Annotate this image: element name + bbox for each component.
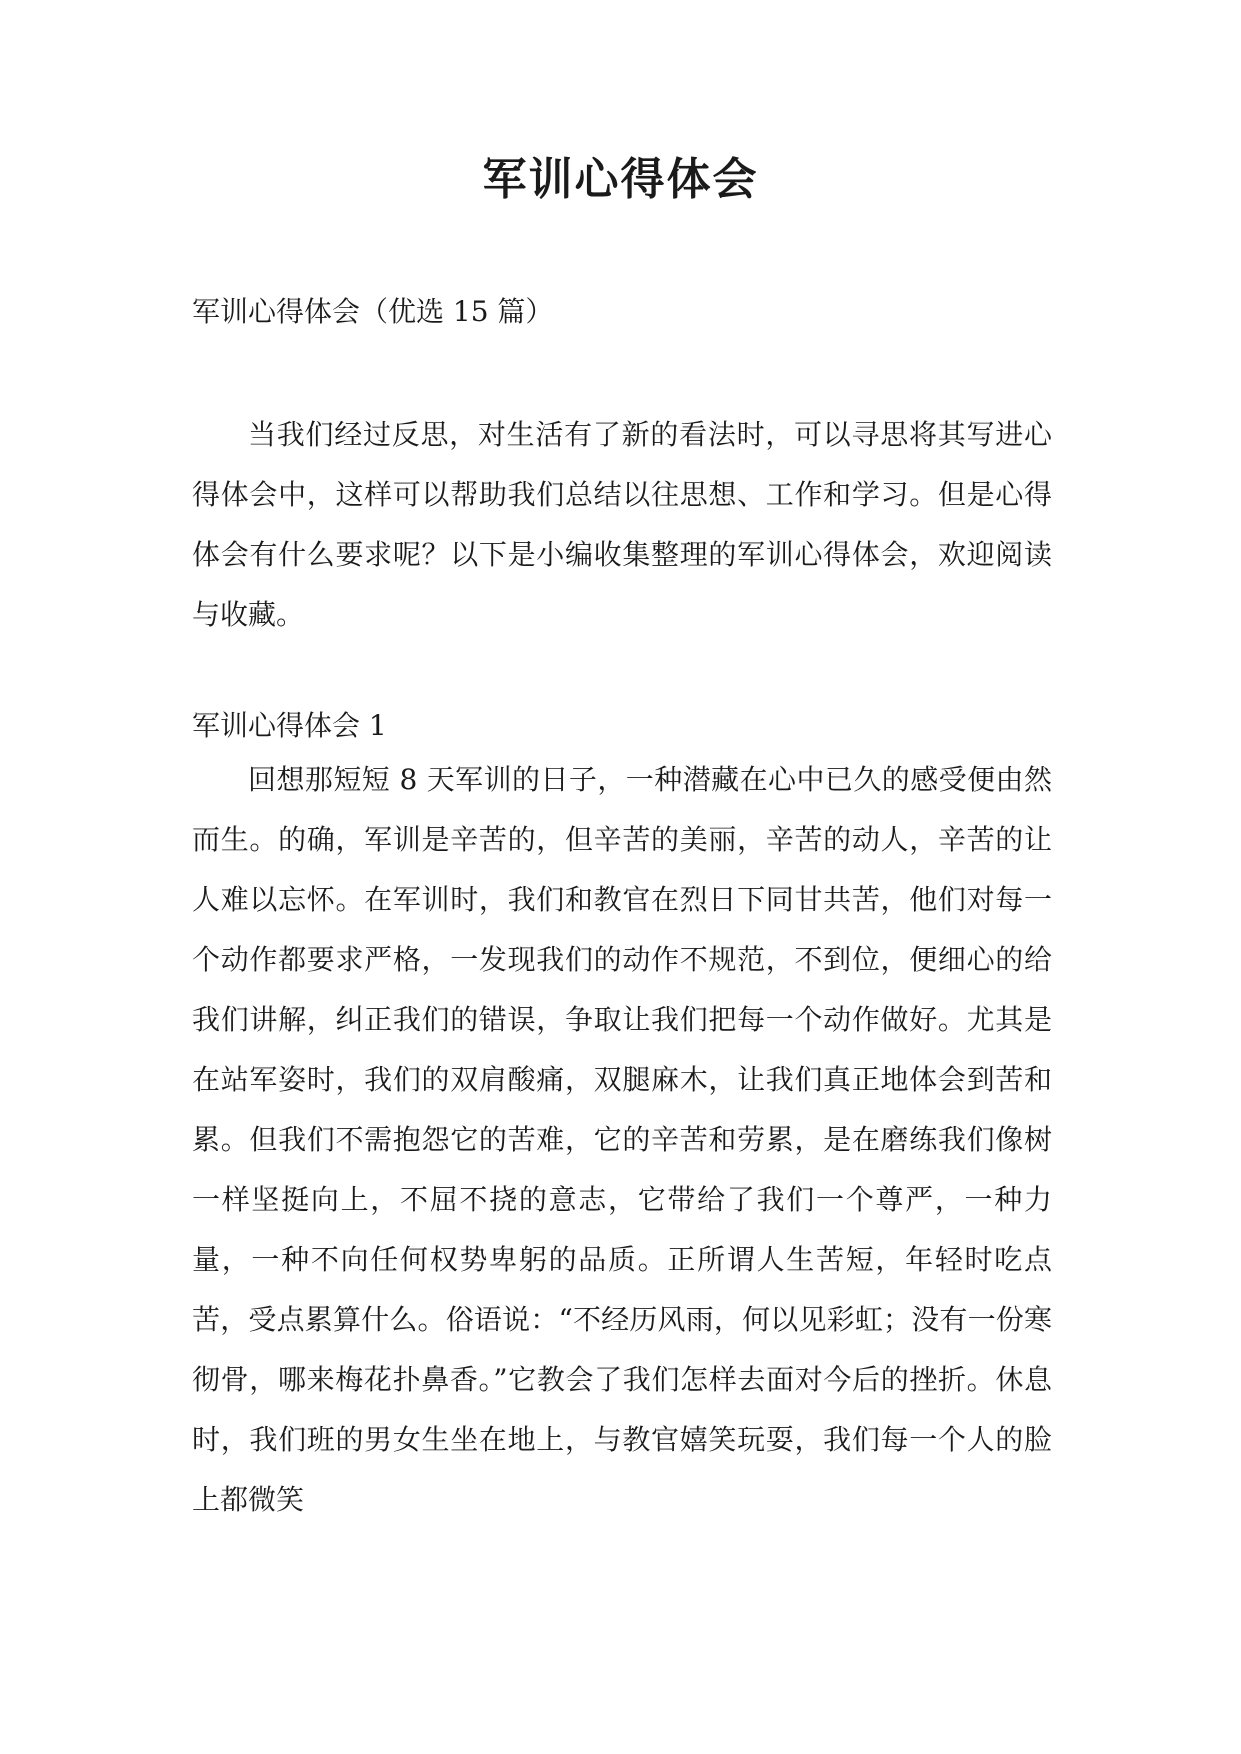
document-title: 军训心得体会	[482, 154, 759, 205]
intro-paragraph: 当我们经过反思，对生活有了新的看法时，可以寻思将其写进心得体会中，这样可以帮助我们总结以往思想、工作和学习。但是心得体会有什么要求呢？以下是小编收集整理的军训心得体会，欢迎阅读与收藏。	[192, 418, 1052, 631]
document-subtitle: 军训心得体会（优选 15 篇）	[192, 295, 554, 328]
section-body-paragraph: 回想那短短 8 天军训的日子，一种潜藏在心中已久的感受便由然而生。的确，军训是辛苦的，但辛苦的美丽，辛苦的动人，辛苦的让人难以忘怀。在军训时，我们和教官在烈日下同甘共苦，他们对每一个动作都要求严格，一发现我们的动作不规范，不到位，便细心的给我们讲解，纠正我们的错误，争取让我们把每一个动作做好。尤其是在站军姿时，我们的双肩酸痛，双腿麻木，让我们真正地体会到苦和累。但我们不需抱怨它的苦难，它的辛苦和劳累，是在磨练我们像树一样坚挺向上，不屈不挠的意志，它带给了我们一个尊严，一种力量，一种不向任何权势卑躬的品质。正所谓人生苦短，年轻时吃点苦，受点累算什么。俗语说：“不经历风雨，何以见彩虹；没有一份寒彻骨，哪来梅花扑鼻香。”它教会了我们怎样去面对今后的挫折。休息时，我们班的男女生坐在地上，与教官嬉笑玩耍，我们每一个人的脸上都微笑	[192, 763, 1052, 1516]
section-heading: 军训心得体会 1	[192, 709, 387, 742]
